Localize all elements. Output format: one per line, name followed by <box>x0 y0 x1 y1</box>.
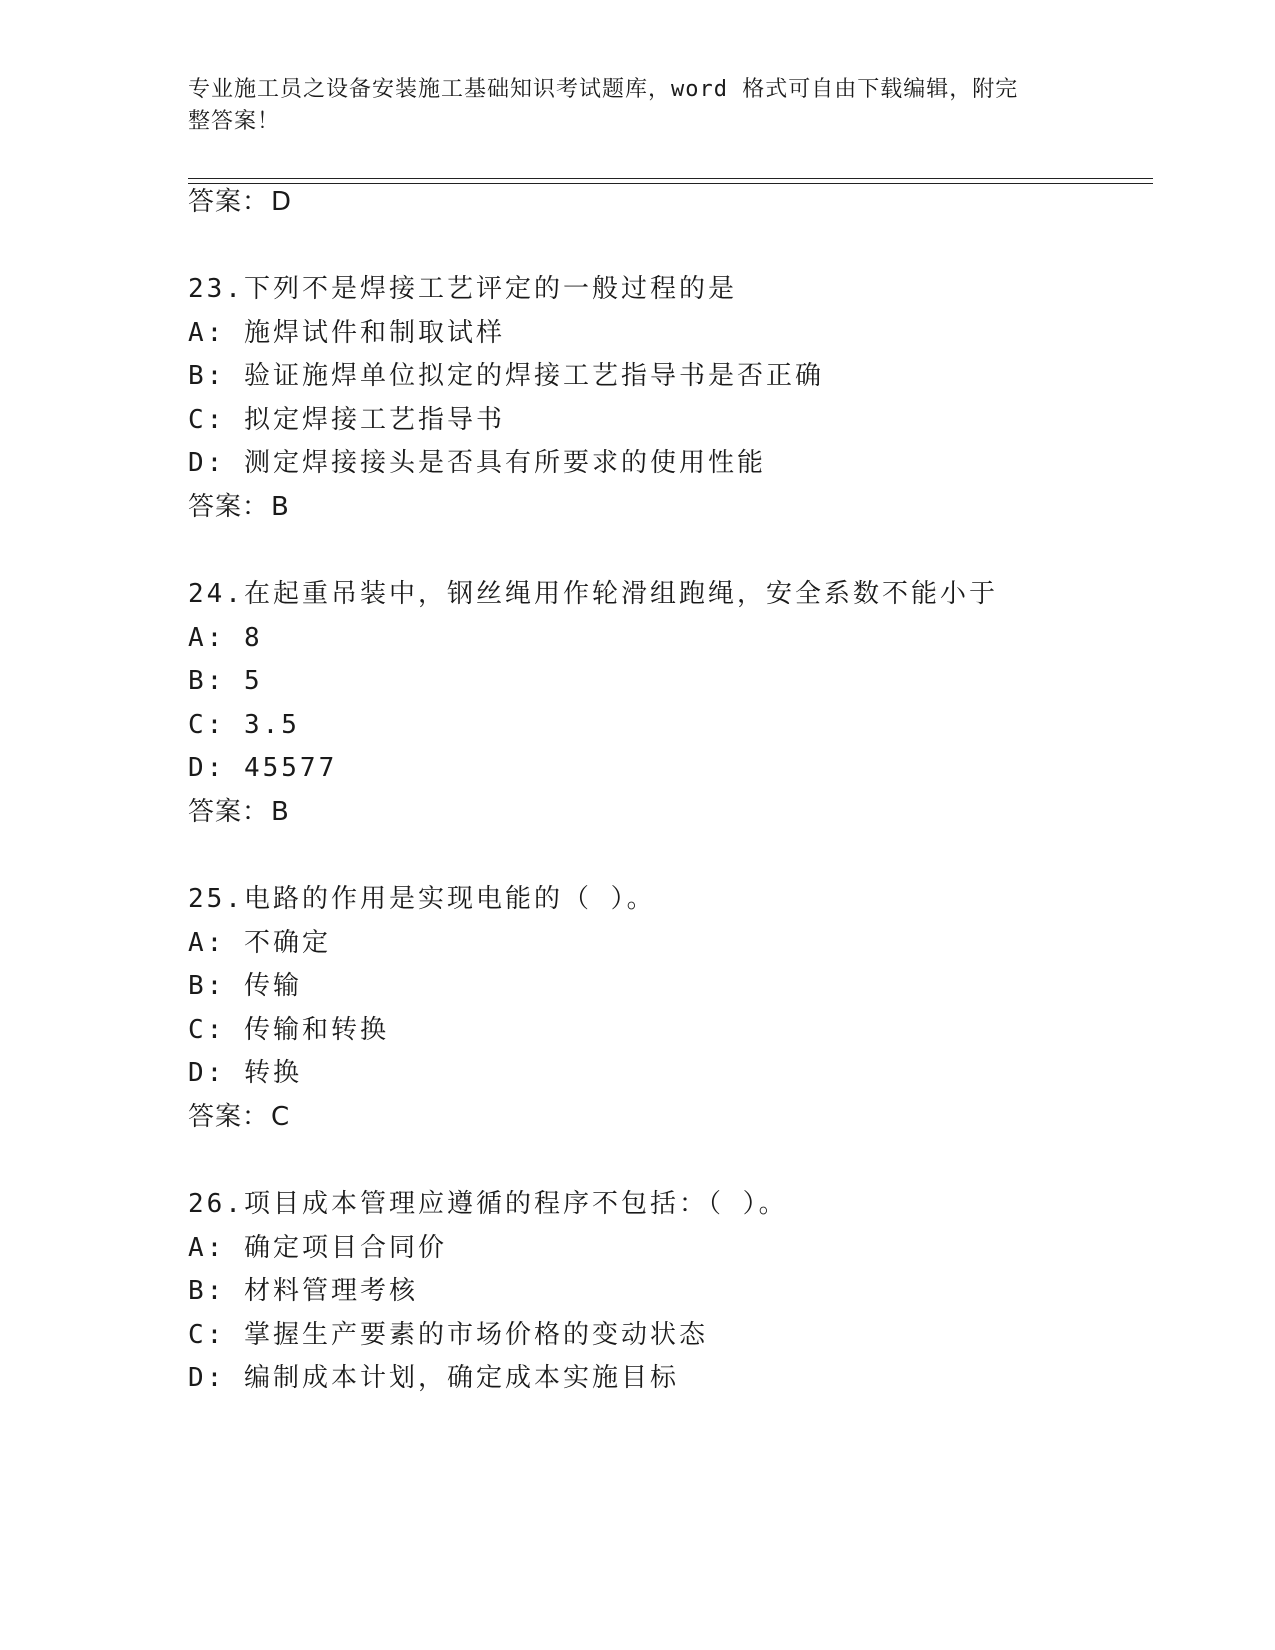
option-d: D: 编制成本计划，确定成本实施目标 <box>188 1363 679 1393</box>
answer-line <box>188 186 292 218</box>
answer-value: D <box>271 187 293 217</box>
option-c: C: 传输和转换 <box>188 1015 389 1045</box>
option-c: C: 掌握生产要素的市场价格的变动状态 <box>188 1320 708 1350</box>
answer-value: C <box>271 1102 291 1132</box>
answer-label: 答案： <box>188 492 270 522</box>
answer-label: 答案： <box>188 1102 270 1132</box>
answer-value: B <box>271 492 290 522</box>
document-header <box>188 74 1068 138</box>
option-a: A: 不确定 <box>188 928 331 958</box>
header-divider-top <box>188 178 1153 179</box>
question-stem: 23.下列不是焊接工艺评定的一般过程的是 <box>188 274 737 304</box>
option-a: A: 确定项目合同价 <box>188 1233 447 1263</box>
option-b: B: 验证施焊单位拟定的焊接工艺指导书是否正确 <box>188 361 824 391</box>
option-d: D: 测定焊接接头是否具有所要求的使用性能 <box>188 448 766 478</box>
question-stem: 26.项目成本管理应遵循的程序不包括：（ ）。 <box>188 1189 788 1219</box>
answer-line <box>188 1101 290 1133</box>
option-d: D: 45577 <box>188 753 338 783</box>
option-a: A: 8 <box>188 623 263 653</box>
answer-label: 答案： <box>188 797 270 827</box>
answer-label: 答案： <box>188 187 270 217</box>
header-divider-bottom <box>188 183 1153 184</box>
option-c: C: 拟定焊接工艺指导书 <box>188 405 505 435</box>
option-d: D: 转换 <box>188 1058 302 1088</box>
answer-line <box>188 796 290 828</box>
header-line-2: 整答案！ <box>188 109 281 134</box>
option-c: C: 3.5 <box>188 710 300 740</box>
option-b: B: 传输 <box>188 971 302 1001</box>
question-stem: 25.电路的作用是实现电能的（ ）。 <box>188 884 656 914</box>
answer-line <box>188 491 290 523</box>
header-line-1: 专业施工员之设备安装施工基础知识考试题库，word 格式可自由下载编辑，附完 <box>188 77 1019 102</box>
option-b: B: 5 <box>188 666 263 696</box>
option-a: A: 施焊试件和制取试样 <box>188 318 505 348</box>
answer-value: B <box>271 797 290 827</box>
option-b: B: 材料管理考核 <box>188 1276 418 1306</box>
question-stem: 24.在起重吊装中，钢丝绳用作轮滑组跑绳，安全系数不能小于 <box>188 579 998 609</box>
